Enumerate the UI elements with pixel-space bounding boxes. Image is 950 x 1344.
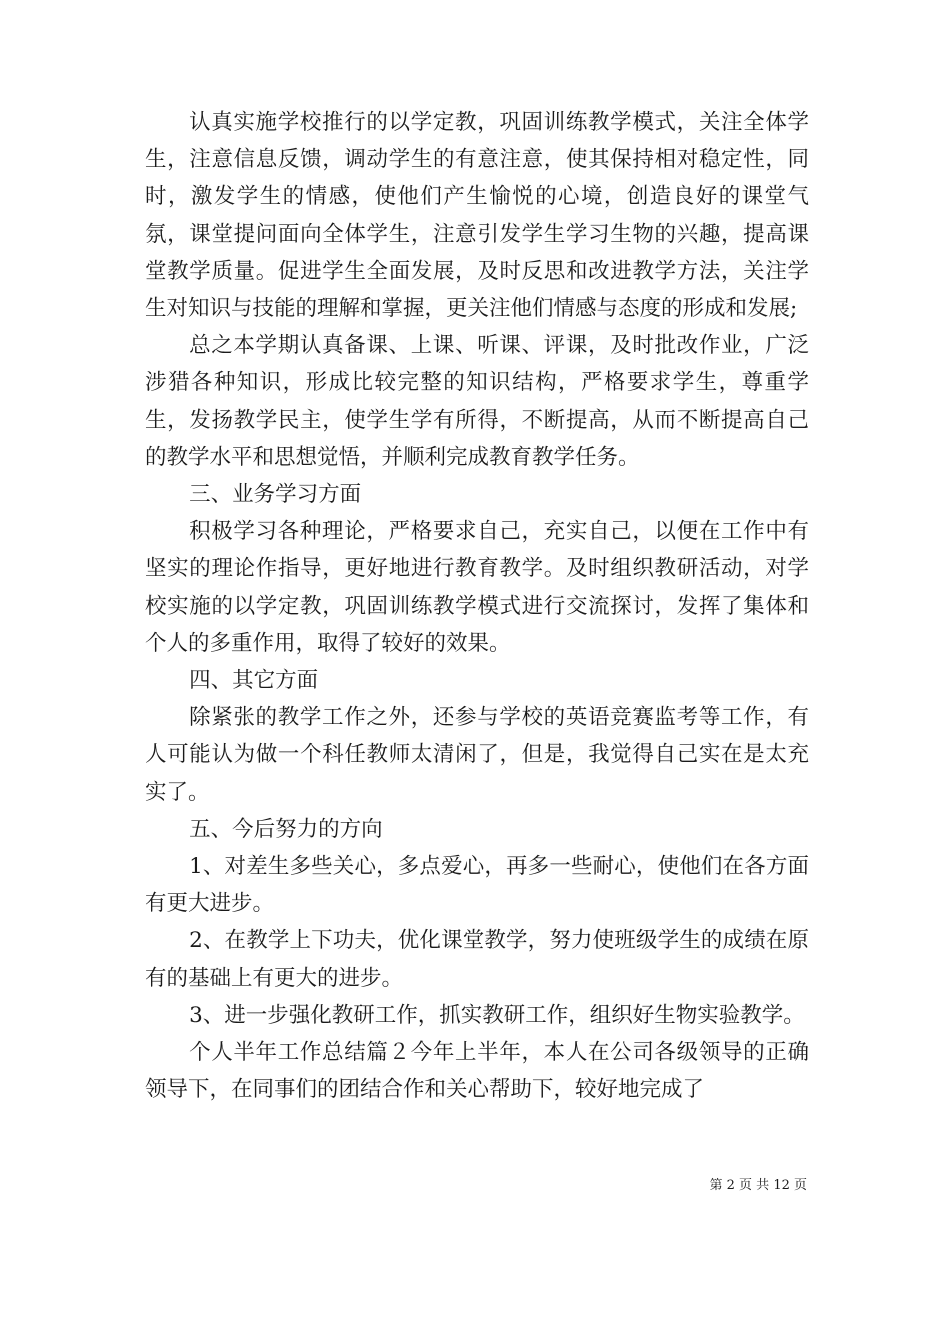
list-item-3: 3、进一步强化教研工作，抓实教研工作，组织好生物实验教学。: [189, 1002, 805, 1028]
heading-business-study: 三、业务学习方面: [189, 482, 362, 508]
list-item-1: 1、对差生多些关心，多点爱心，再多一些耐心，使他们在各方面有更大进步。: [145, 854, 809, 917]
heading-future-direction: 五、今后努力的方向: [189, 816, 383, 842]
paragraph-summary-part-2: 个人半年工作总结篇２今年上半年，本人在公司各级领导的正确领导下，在同事们的团结合作和关心帮助下，较好地完成了: [145, 1040, 809, 1103]
list-item-2: 2、在教学上下功夫，优化课堂教学，努力使班级学生的成绩在原有的基础上有更大的进步。: [145, 928, 809, 991]
paragraph-semester-summary: 总之本学期认真备课、上课、听课、评课，及时批改作业，广泛涉猎各种知识，形成比较完整的知识结构，严格要求学生，尊重学生，发扬教学民主，使学生学有所得，不断提高，从而不断提高自己的教学水平和思想觉悟，并顺利完成教育教学任务。: [145, 333, 809, 470]
page-number-footer: 第 2 页 共 12 页: [709, 1178, 807, 1193]
document-body: [145, 104, 809, 1108]
paragraph-business-study: 积极学习各种理论，严格要求自己，充实自己，以便在工作中有坚实的理论作指导，更好地进行教育教学。及时组织教研活动，对学校实施的以学定教，巩固训练教学模式进行交流探讨，发挥了集体和个人的多重作用，取得了较好的效果。: [145, 519, 809, 656]
paragraph-other-aspects: 除紧张的教学工作之外，还参与学校的英语竞赛监考等工作，有人可能认为做一个科任教师太清闲了，但是，我觉得自己实在是太充实了。: [145, 705, 809, 805]
paragraph-teaching-method: 认真实施学校推行的以学定教，巩固训练教学模式，关注全体学生，注意信息反馈，调动学生的有意注意，使其保持相对稳定性，同时，激发学生的情感，使他们产生愉悦的心境，创造良好的课堂气氛，课堂提问面向全体学生，注意引发学生学习生物的兴趣，提高课堂教学质量。促进学生全面发展，及时反思和改进教学方法，关注学生对知识与技能的理解和掌握，更关注他们情感与态度的形成和发展;: [145, 110, 809, 322]
heading-other-aspects: 四、其它方面: [189, 668, 319, 694]
